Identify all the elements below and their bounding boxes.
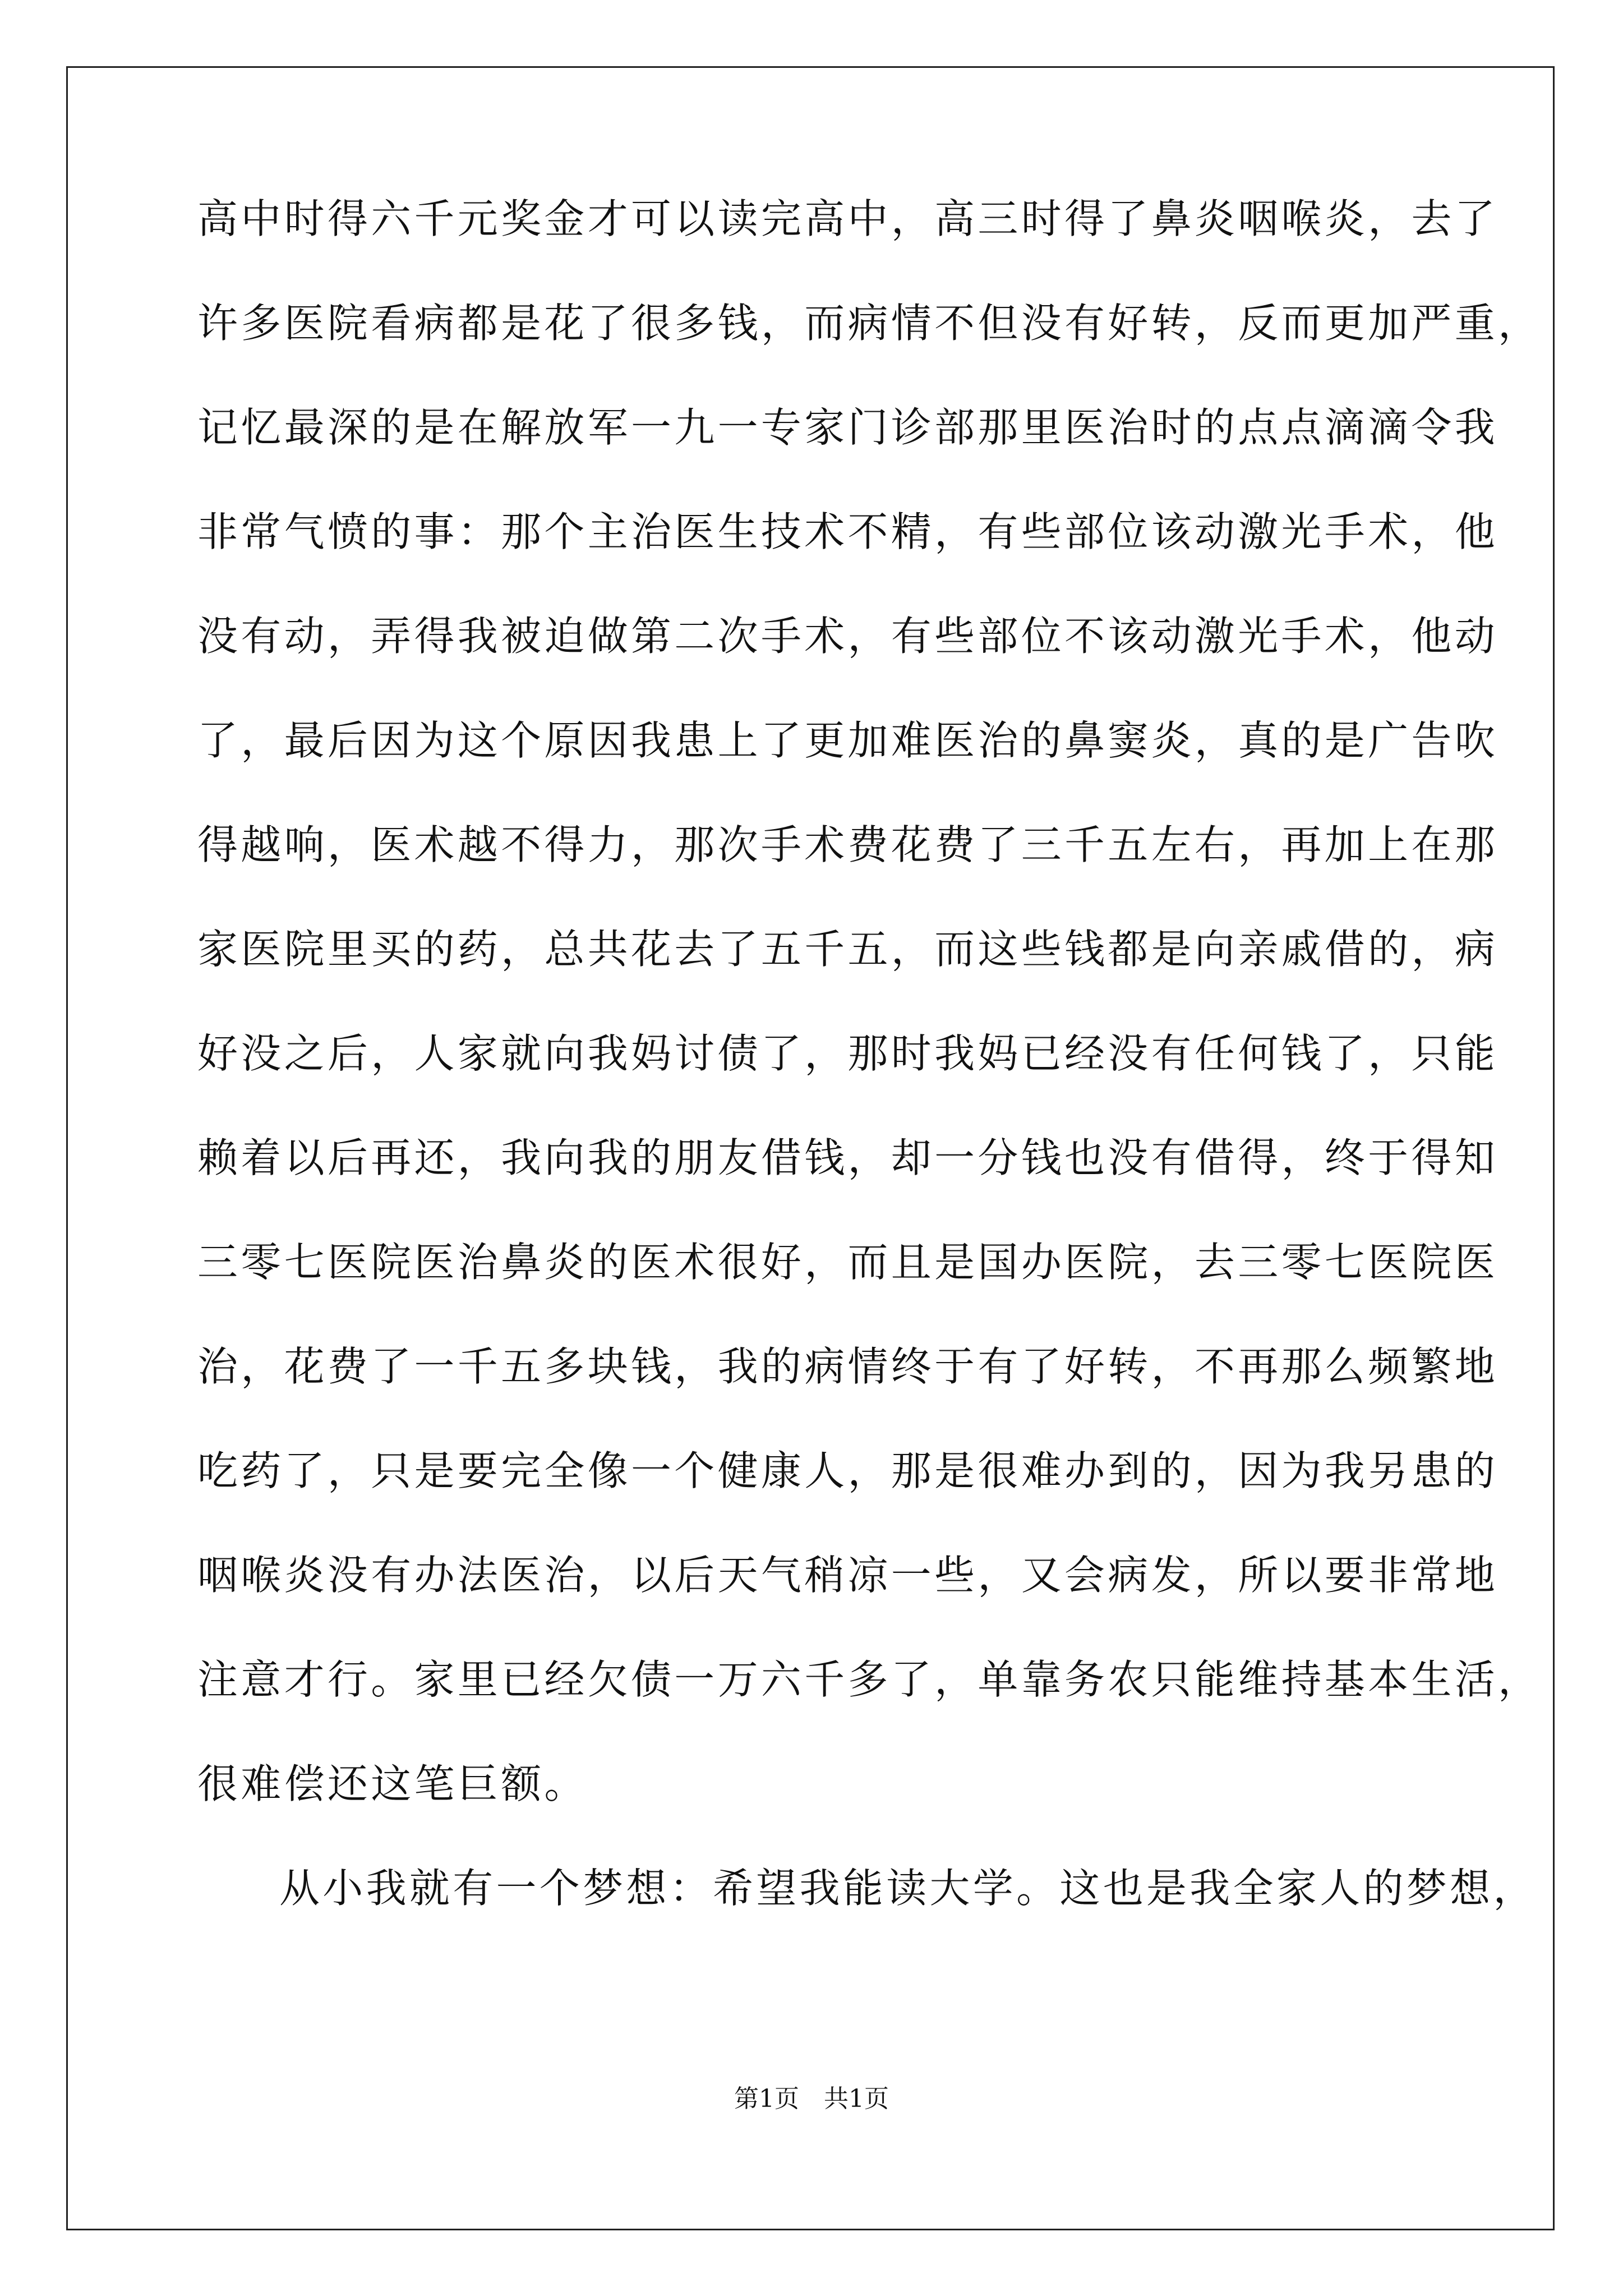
text-line: 吃药了，只是要完全像一个健康人，那是很难办到的，因为我另患的 [197, 1447, 1498, 1494]
page-number: 第1页 共1页 [734, 2085, 889, 2113]
text-line: 得越响，医术越不得力，那次手术费花费了三千五左右，再加上在那 [197, 821, 1498, 868]
text-line: 了，最后因为这个原因我患上了更加难医治的鼻窦炎，真的是广告吹 [197, 717, 1498, 764]
text-line: 好没之后，人家就向我妈讨债了，那时我妈已经没有任何钱了，只能 [197, 1030, 1498, 1077]
paragraph-first-line: 从小我就有一个梦想：希望我能读大学。这也是我全家人的梦想， [279, 1865, 1537, 1912]
text-line: 高中时得六千元奖金才可以读完高中，高三时得了鼻炎咽喉炎，去了 [197, 195, 1498, 242]
text-line: 记忆最深的是在解放军一九一专家门诊部那里医治时的点点滴滴令我 [197, 404, 1498, 451]
text-line: 没有动，弄得我被迫做第二次手术，有些部位不该动激光手术，他动 [197, 613, 1498, 660]
text-line: 许多医院看病都是花了很多钱，而病情不但没有好转，反而更加严重， [197, 300, 1542, 347]
text-line: 赖着以后再还，我向我的朋友借钱，却一分钱也没有借得，终于得知 [197, 1134, 1498, 1181]
text-line: 家医院里买的药，总共花去了五千五，而这些钱都是向亲戚借的，病 [197, 926, 1498, 973]
text-line: 非常气愤的事：那个主治医生技术不精，有些部位该动激光手术，他 [197, 508, 1498, 555]
text-line: 咽喉炎没有办法医治，以后天气稍凉一些，又会病发，所以要非常地 [197, 1552, 1498, 1599]
text-line: 治，花费了一千五多块钱，我的病情终于有了好转，不再那么频繁地 [197, 1343, 1498, 1390]
text-line: 三零七医院医治鼻炎的医术很好，而且是国办医院，去三零七医院医 [197, 1239, 1498, 1286]
text-line: 注意才行。家里已经欠债一万六千多了，单靠务农只能维持基本生活， [197, 1656, 1542, 1703]
text-line: 很难偿还这笔巨额。 [197, 1760, 588, 1807]
